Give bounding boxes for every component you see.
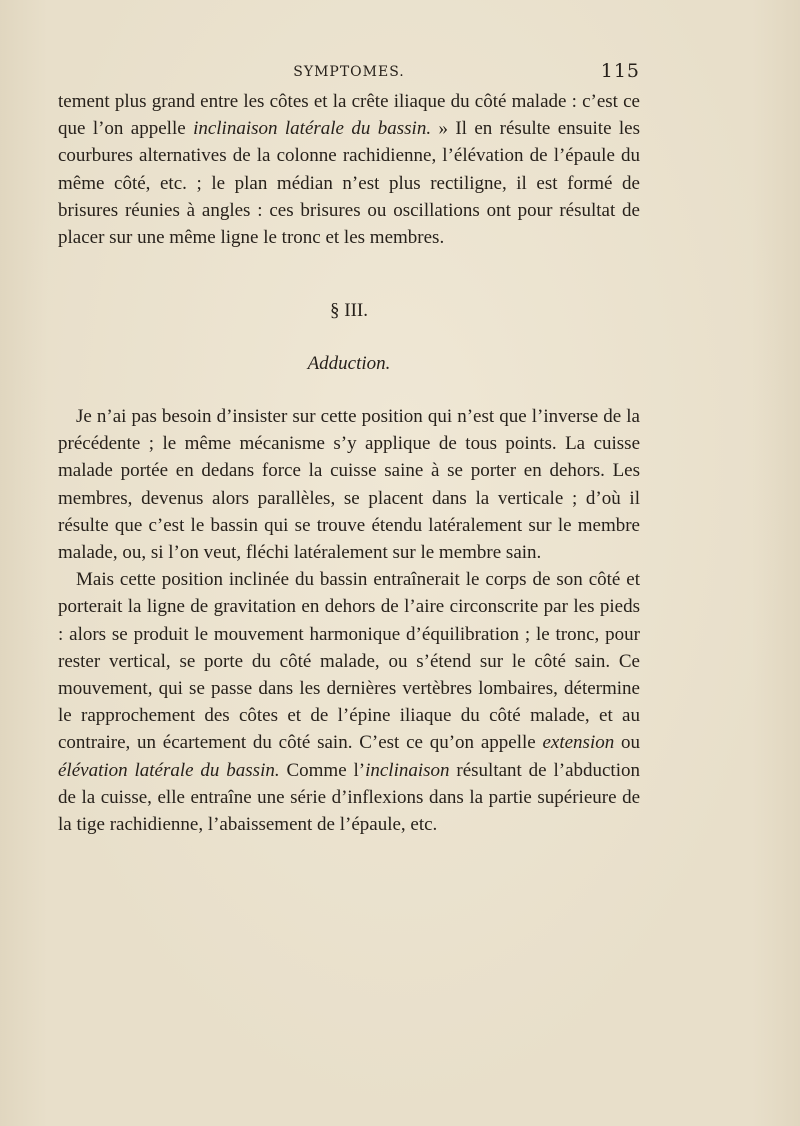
paragraph-3-emphasis-c: inclinaison xyxy=(365,759,450,781)
section-title: Adduction. xyxy=(307,353,391,374)
paragraph-1 xyxy=(58,88,640,251)
paragraph-3-emphasis-b: élévation latérale du bassin. xyxy=(58,759,280,781)
paragraph-3-text-a: Mais cette position inclinée du bassin entraînerait le corps de son côté et porterait la ligne de gravitation en dehors de l’aire circonscrite par les pieds : alors se produit le mouvement harmonique d’équilibration ; le tronc, pour rester vertical, se porte du côté malade, ou s’étend sur le côté sain. Ce mouvement, qui se passe dans les dernières vertèbres lombaires, détermine le rapprochement des côtes et de l’épine iliaque du côté malade, et au contraire, un écartement du côté sain. C’est ce qu’on appelle xyxy=(58,569,640,754)
paragraph-3-text-d: résultant de l’abduction de la cuisse, elle entraîne une série d’inflexions dans la partie supérieure de la tige rachidienne, l’abaissement de l’épaule, etc. xyxy=(58,759,640,836)
section-number: § III. xyxy=(330,300,368,321)
page-number: 115 xyxy=(600,60,640,82)
paragraph-1-emphasis: inclinaison latérale du bassin. xyxy=(193,118,432,140)
paragraph-3-emphasis-a: extension xyxy=(542,732,615,754)
section-body xyxy=(58,403,640,838)
paragraph-1-text-a: tement plus grand entre les côtes et la crête iliaque du côté malade : c’est ce que l’on appelle xyxy=(58,91,640,140)
paragraph-3 xyxy=(58,566,640,838)
paragraph-1-text-b: » Il en résulte ensuite les courbures alternatives de la colonne rachidienne, l’élévation de l’épaule du même côté, etc. ; le plan médian n’est plus rectiligne, il est formé de brisures réunies à angles : ces brisures ou oscillations ont pour résultat de placer sur une même ligne le tronc et les membres. xyxy=(58,118,640,249)
page-header xyxy=(58,60,640,90)
running-head: SYMPTOMES. xyxy=(293,64,405,80)
paragraph-3-text-b: ou xyxy=(614,732,641,754)
paragraph-2: Je n’ai pas besoin d’insister sur cette position qui n’est que l’inverse de la précédente ; le même mécanisme s’y applique de tous points. La cuisse malade portée en dedans force la cuisse saine à se porter en dehors. Les membres, devenus alors parallèles, se placent dans la verticale ; d’où il résulte que c’est le bassin qui se trouve étendu latéralement sur le membre malade, ou, si l’on veut, fléchi latéralement sur le membre sain. xyxy=(58,406,640,564)
paragraph-3-text-c: Comme l’ xyxy=(279,759,366,781)
paragraph-continuation xyxy=(58,88,640,251)
